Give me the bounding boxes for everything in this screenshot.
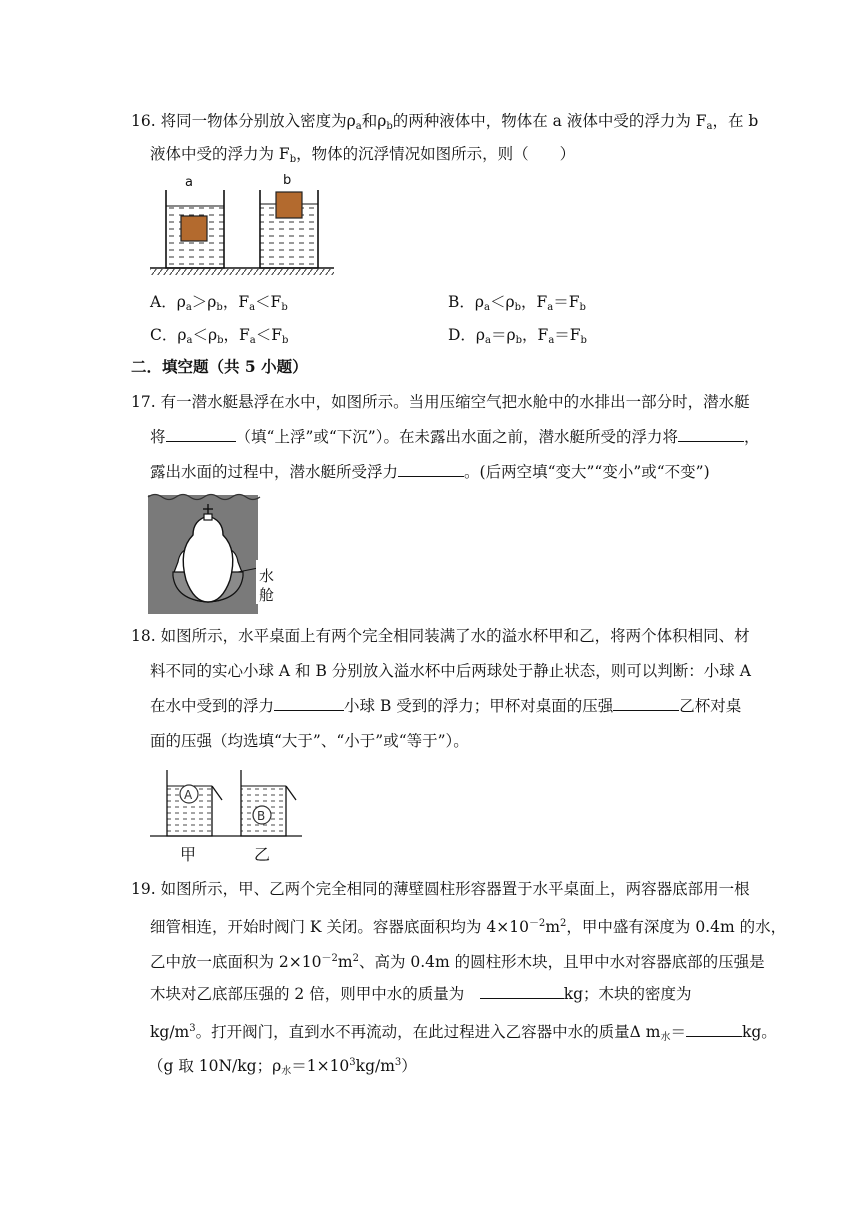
svg-text:A: A (184, 788, 193, 802)
q17-number: 17. (131, 393, 156, 411)
q17-line-2: 将 （填“上浮”或“下沉”）。在未露出水面之前，潜水艇所受的浮力将 ， (150, 428, 760, 446)
q19-blank-1[interactable] (480, 983, 564, 999)
water-tank-label-1: 水 (259, 567, 275, 585)
q16-number: 16. (131, 112, 156, 130)
q18-line-2: 料不同的实心小球 A 和 B 分别放入溢水杯中后两球处于静止状态，则可以判断：小球 A (150, 662, 751, 680)
water-tank-label-2: 舱 (259, 586, 275, 604)
q16-figure (148, 173, 338, 276)
q17-blank-2[interactable] (678, 426, 744, 442)
q18-line-3: 在水中受到的浮力 小球 B 受到的浮力；甲杯对桌面的压强 乙杯对桌 (150, 697, 742, 715)
q19-number: 19. (131, 880, 156, 898)
option-a[interactable]: A．$\rho_a>\rho_b$，$F_a<F_b$ (150, 293, 288, 313)
q19-blank-2[interactable] (686, 1021, 742, 1037)
q17-blank-3[interactable] (398, 461, 464, 477)
q19-line-1: 19. 如图所示，甲、乙两个完全相同的薄壁圆柱形容器置于水平桌面上，两容器底部用一根 (131, 880, 750, 898)
cup-label-jia: 甲 (180, 845, 197, 864)
q19-line-3: 乙中放一底面积为 $2\times 10^{-2}m^2$、高为 0.4m 的圆柱形木块，且甲中水对容器底部的压强是 (150, 953, 765, 971)
q16-line-2: 液体中受的浮力为 $F_b$，物体的沉浮情况如图所示，则（ ） (150, 145, 576, 165)
q19-line-4: 木块对乙底部压强的 2 倍，则甲中水的质量为 kg；木块的密度为 (150, 985, 692, 1003)
q17-line-1: 17. 有一潜水艇悬浮在水中，如图所示。当用压缩空气把水舱中的水排出一部分时，潜水艇 (131, 393, 750, 411)
q17-line-3: 露出水面的过程中，潜水艇所受浮力 。(后两空填“变大”“变小”或“不变”) (150, 463, 710, 481)
q19-line-2: 细管相连，开始时阀门 K 关闭。容器底面积均为 $4\times 10^{-2}m^2$，甲中盛有深度为 0.4m 的水， (150, 918, 787, 936)
q18-blank-1[interactable] (274, 695, 344, 711)
option-b[interactable]: B．$\rho_a<\rho_b$，$F_a=F_b$ (448, 293, 586, 313)
cup-label-yi: 乙 (254, 845, 271, 864)
q18-line-1: 18. 如图所示，水平桌面上有两个完全相同装满了水的溢水杯甲和乙，将两个体积相同、材 (131, 627, 750, 645)
option-c[interactable]: C．$\rho_a<\rho_b$，$F_a<F_b$ (150, 326, 289, 346)
section-heading: 二．填空题（共 5 小题） (131, 357, 308, 376)
block-a (181, 216, 207, 241)
label-a: a (185, 175, 193, 190)
svg-text:B: B (257, 809, 266, 823)
overflow-cups-figure (150, 768, 305, 863)
label-b: b (283, 173, 292, 188)
q19-line-6: （g 取 10N/kg；$\rho_水=1\times 10^3kg/m^3$） (148, 1057, 417, 1077)
q18-number: 18. (131, 627, 156, 645)
submarine-figure (148, 490, 278, 615)
q17-blank-1[interactable] (166, 426, 236, 442)
q18-line-4: 面的压强（均选填“大于”、“小于”或“等于”）。 (150, 732, 469, 750)
q18-blank-2[interactable] (613, 695, 679, 711)
q16-line-1: 16. 将同一物体分别放入密度为$\rho_a$和$\rho_b$的两种液体中，物体在 a 液体中受的浮力为 $F_a$，在 b (131, 112, 759, 132)
q19-line-5: $kg/m^3$。打开阀门，直到水不再流动，在此过程进入乙容器中水的质量Δ $m_水=$ kg。 (150, 1023, 777, 1043)
option-d[interactable]: D．$\rho_a=\rho_b$，$F_a=F_b$ (448, 326, 587, 346)
block-b (276, 192, 302, 218)
